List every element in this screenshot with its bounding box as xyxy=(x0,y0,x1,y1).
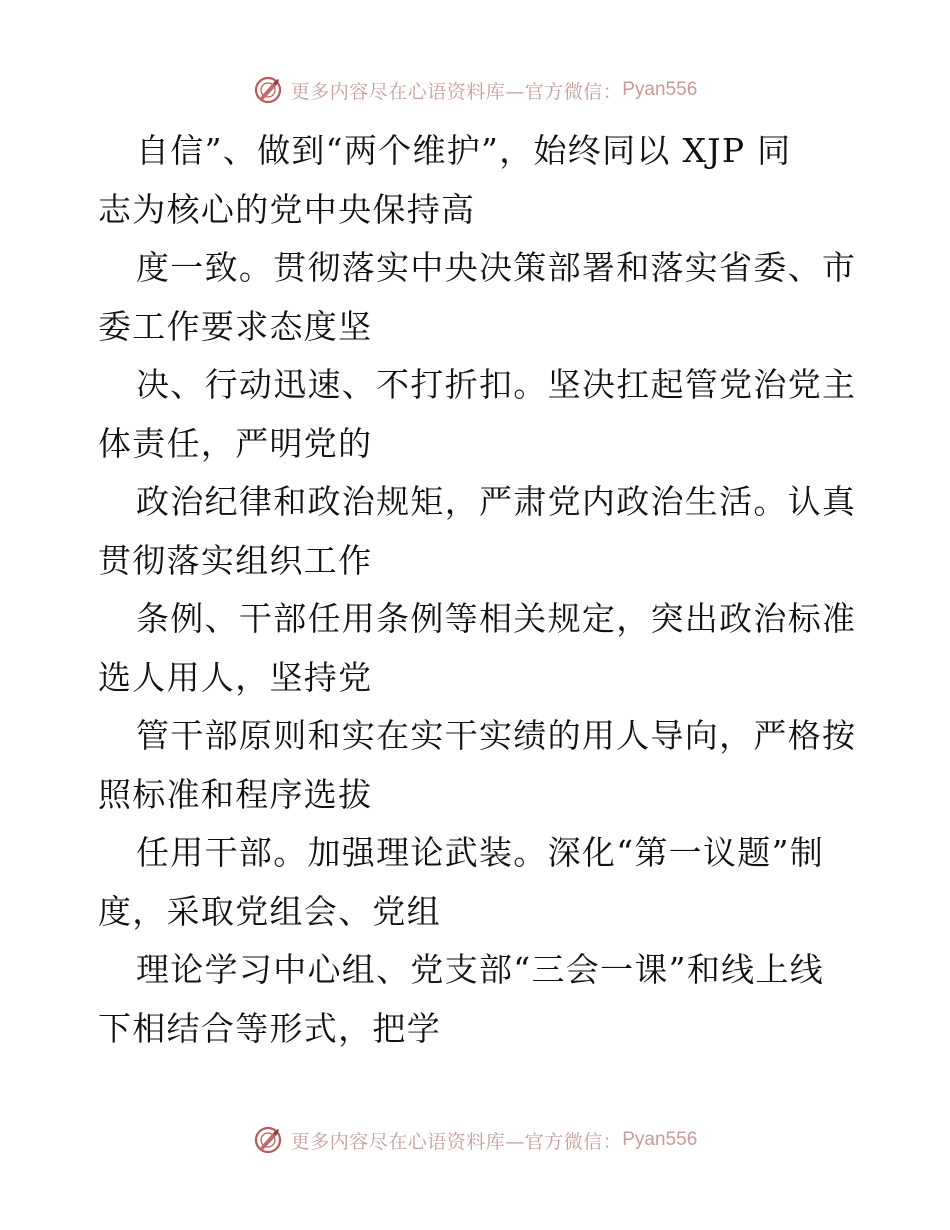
body-line: 照标准和程序选拔 xyxy=(98,774,373,814)
watermark-wechat-id: Pyan556 xyxy=(622,1129,698,1150)
watermark-wechat-id: Pyan556 xyxy=(622,79,698,100)
footer-watermark xyxy=(0,1122,950,1158)
header-watermark xyxy=(0,72,950,108)
body-line: 决、行动迅速、不打折扣。坚决扛起管党治党主 xyxy=(136,365,857,404)
body-line: 贯彻落实组织工作 xyxy=(98,540,373,580)
pen-nib-circle-icon xyxy=(253,75,283,105)
body-line: 委工作要求态度坚 xyxy=(98,306,373,346)
body-line: 选人用人，坚持党 xyxy=(98,657,373,697)
body-line: 政治纪律和政治规矩，严肃党内政治生活。认真 xyxy=(136,482,857,521)
body-line: 自信”、做到“两个维护”，始终同以 XJP 同 xyxy=(136,131,792,170)
body-line: 下相结合等形式，把学 xyxy=(98,1008,441,1048)
watermark-text: 更多内容尽在心语资料库—官方微信： xyxy=(290,1130,623,1153)
body-line: 理论学习中心组、党支部“三会一课”和线上线 xyxy=(136,950,825,989)
body-line: 任用干部。加强理论武装。深化“第一议题”制 xyxy=(136,833,825,872)
body-line: 管干部原则和实在实干实绩的用人导向，严格按 xyxy=(136,716,857,755)
body-line: 度，采取党组会、党组 xyxy=(98,891,441,931)
body-line: 体责任，严明党的 xyxy=(98,423,373,463)
watermark-text: 更多内容尽在心语资料库—官方微信： xyxy=(290,80,623,103)
body-line: 度一致。贯彻落实中央决策部署和落实省委、市 xyxy=(136,248,857,287)
body-line: 条例、干部任用条例等相关规定，突出政治标准 xyxy=(136,599,857,638)
body-line: 志为核心的党中央保持高 xyxy=(98,189,476,229)
pen-nib-circle-icon xyxy=(253,1125,283,1155)
document-body xyxy=(98,122,858,1058)
